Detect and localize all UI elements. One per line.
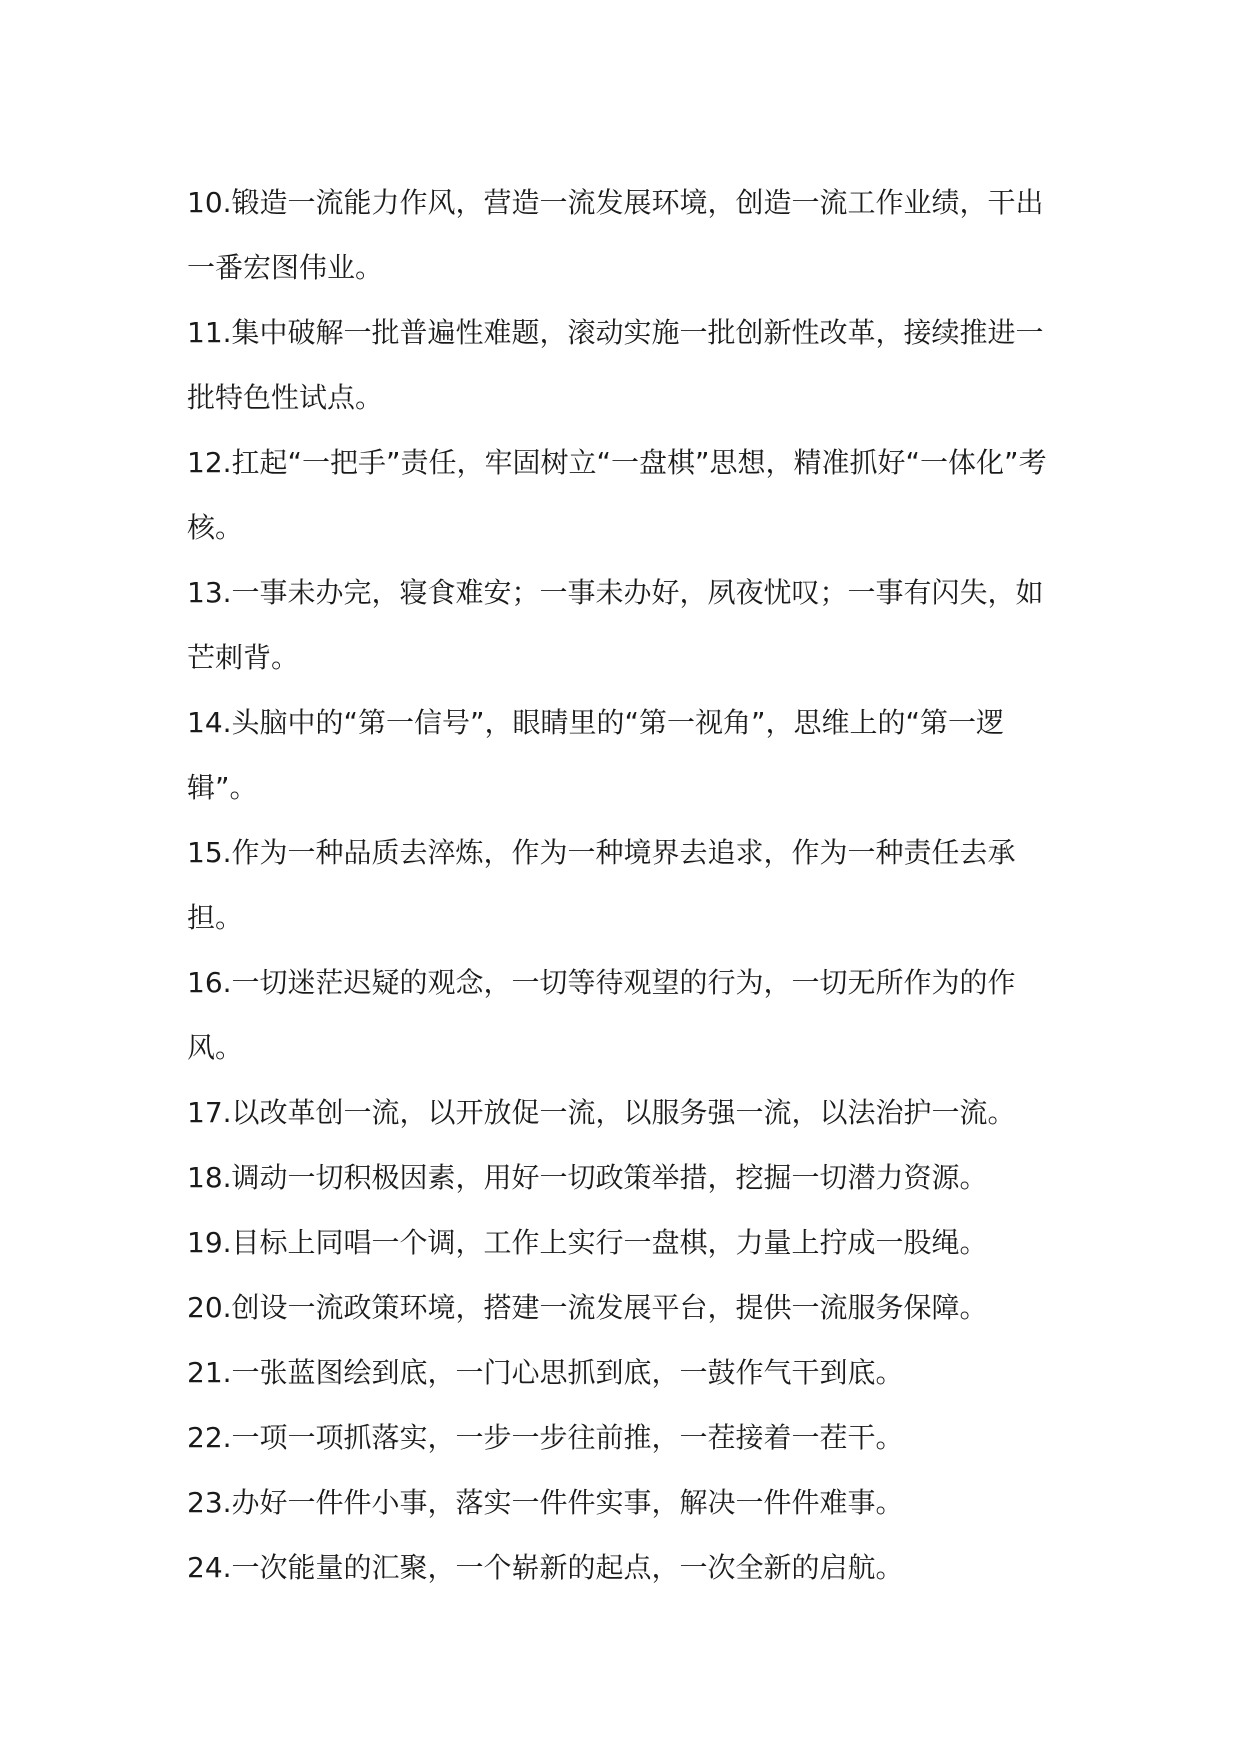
list-item: 13.一事未办完，寝食难安；一事未办好，夙夜忧叹；一事有闪失，如芒刺背。 xyxy=(187,576,1044,674)
list-item: 21.一张蓝图绘到底，一门心思抓到底，一鼓作气干到底。 xyxy=(187,1356,904,1389)
list-item: 15.作为一种品质去淬炼，作为一种境界去追求，作为一种责任去承担。 xyxy=(187,836,1016,934)
list-item: 11.集中破解一批普遍性难题，滚动实施一批创新性改革，接续推进一批特色性试点。 xyxy=(187,316,1044,414)
list-item: 24.一次能量的汇聚，一个崭新的起点，一次全新的启航。 xyxy=(187,1551,904,1584)
document-body xyxy=(187,170,1055,1600)
list-item: 23.办好一件件小事，落实一件件实事，解决一件件难事。 xyxy=(187,1486,904,1519)
list-item: 22.一项一项抓落实，一步一步往前推，一茬接着一茬干。 xyxy=(187,1421,904,1454)
list-item: 16.一切迷茫迟疑的观念，一切等待观望的行为，一切无所作为的作风。 xyxy=(187,966,1016,1064)
list-item: 10.锻造一流能力作风，营造一流发展环境，创造一流工作业绩，干出一番宏图伟业。 xyxy=(187,186,1044,284)
list-item: 20.创设一流政策环境，搭建一流发展平台，提供一流服务保障。 xyxy=(187,1291,988,1324)
list-item: 12.扛起“一把手”责任，牢固树立“一盘棋”思想，精准抓好“一体化”考核。 xyxy=(187,446,1047,544)
list-item: 19.目标上同唱一个调，工作上实行一盘棋，力量上拧成一股绳。 xyxy=(187,1226,988,1259)
list-item: 18.调动一切积极因素，用好一切政策举措，挖掘一切潜力资源。 xyxy=(187,1161,988,1194)
list-item: 14.头脑中的“第一信号”，眼睛里的“第一视角”，思维上的“第一逻辑”。 xyxy=(187,706,1005,804)
list-item: 17.以改革创一流，以开放促一流，以服务强一流，以法治护一流。 xyxy=(187,1096,1016,1129)
